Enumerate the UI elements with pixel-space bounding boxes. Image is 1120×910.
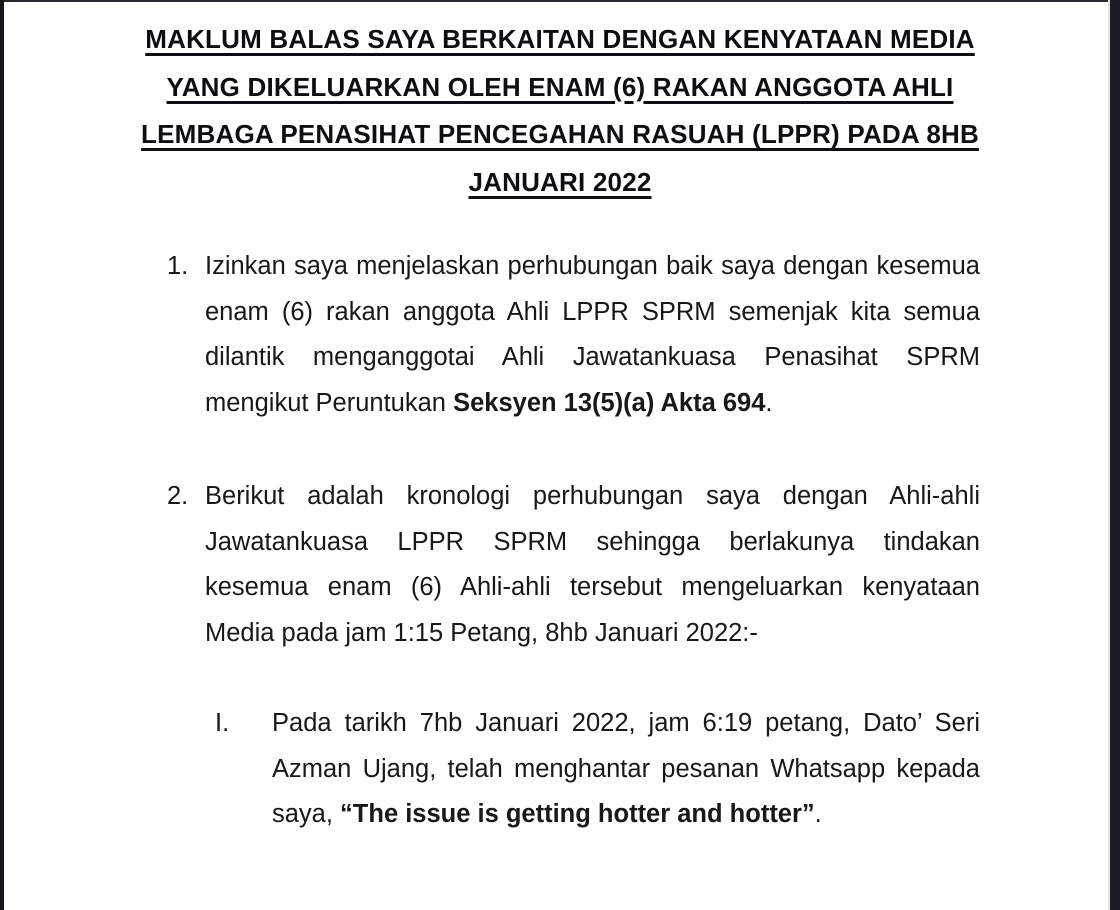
text-run: mengikut Peruntukan <box>205 388 454 417</box>
text-line <box>205 611 980 657</box>
text-line <box>205 381 980 427</box>
text-line: Jawatankuasa LPPR SPRM sehingga berlakunya tindakan <box>205 527 980 556</box>
scan-edge-left <box>0 0 4 910</box>
text-line: kesemua enam (6) Ahli-ahli tersebut mengeluarkan kenyataan <box>205 573 980 601</box>
title-line: LEMBAGA PENASIHAT PENCEGAHAN RASUAH (LPPR) PADA 8HB <box>141 119 979 149</box>
list-number: 2. <box>167 482 189 510</box>
bold-text-run: Seksyen 13(5)(a) Akta 694 <box>453 388 766 417</box>
text-line <box>272 792 980 838</box>
paragraph-text <box>272 701 980 838</box>
scan-edge-right <box>1108 0 1120 910</box>
text-line: enam (6) rakan anggota Ahli LPPR SPRM semenjak kita semua <box>205 297 980 326</box>
text-line: Izinkan saya menjelaskan perhubungan baik saya dengan kesemua <box>205 252 980 280</box>
text-line: Berikut adalah kronologi perhubungan saya dengan Ahli-ahli <box>205 482 980 510</box>
document-title <box>140 16 980 206</box>
paragraph-text <box>205 474 980 656</box>
paragraph-text <box>205 244 980 426</box>
title-line: YANG DIKELUARKAN OLEH ENAM (6) RAKAN ANGGOTA AHLI <box>166 71 954 102</box>
text-run: Media pada jam 1:15 Petang, 8hb Januari 2022:- <box>205 618 758 647</box>
text-run: saya, <box>272 800 341 828</box>
text-run: . <box>814 800 822 828</box>
text-line: Pada tarikh 7hb Januari 2022, jam 6:19 petang, Dato’ Seri <box>272 709 980 737</box>
roman-subparagraph-I <box>140 701 980 838</box>
text-run: . <box>765 388 773 417</box>
numbered-paragraph-2 <box>140 474 980 656</box>
title-line: JANUARI 2022 <box>468 166 652 197</box>
numbered-paragraph-1 <box>140 244 980 426</box>
list-number: I. <box>215 709 230 737</box>
title-line: MAKLUM BALAS SAYA BERKAITAN DENGAN KENYATAAN MEDIA <box>145 24 975 54</box>
document-content <box>140 2 980 838</box>
list-number: 1. <box>167 252 189 280</box>
text-line: Azman Ujang, telah menghantar pesanan Whatsapp kepada <box>272 754 980 783</box>
text-line: dilantik menganggotai Ahli Jawatankuasa Penasihat SPRM <box>205 343 980 371</box>
bold-text-run: “The issue is getting hotter and hotter” <box>340 800 815 828</box>
